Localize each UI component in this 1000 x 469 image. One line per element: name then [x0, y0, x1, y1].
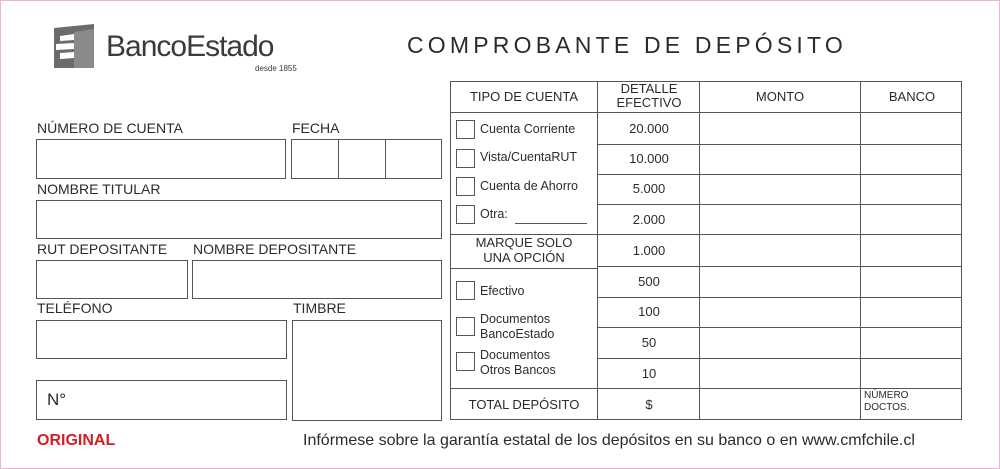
checkbox-documents-bancoestado[interactable]	[456, 317, 475, 336]
option-documents-bancoestado-line2: BancoEstado	[480, 327, 555, 341]
stamp-area	[292, 320, 442, 421]
denomination-500: 500	[638, 274, 660, 289]
denomination-10000: 10.000	[629, 151, 669, 166]
bancoestado-logo-icon	[50, 22, 98, 70]
denomination-2000: 2.000	[632, 212, 666, 227]
checkbox-savings-account[interactable]	[456, 177, 475, 196]
number-label: N°	[47, 390, 67, 409]
currency-symbol: $	[645, 397, 653, 412]
total-deposit-label: TOTAL DEPÓSITO	[468, 397, 580, 412]
phone-label: TELÉFONO	[37, 300, 113, 316]
checkbox-checking-account[interactable]	[456, 120, 475, 139]
option-vista-account: Vista/CuentaRUT	[480, 150, 578, 164]
option-cash: Efectivo	[480, 284, 525, 298]
option-documents-bancoestado-line1: Documentos	[480, 312, 551, 326]
guarantee-info-text: Infórmese sobre la garantía estatal de los depósitos en su banco o en www.cmfchile.cl	[303, 432, 915, 449]
date-label: FECHA	[292, 120, 340, 136]
number-field[interactable]	[36, 380, 287, 420]
depositor-name-field[interactable]	[192, 260, 442, 299]
checkbox-vista-account[interactable]	[456, 149, 475, 168]
account-holder-label: NOMBRE TITULAR	[37, 181, 161, 197]
option-documents-other-banks-line1: Documentos	[480, 348, 551, 362]
denomination-5000: 5.000	[632, 181, 666, 196]
brand-since: desde 1855	[255, 64, 297, 73]
bank-logo	[50, 22, 310, 74]
date-day-field[interactable]	[291, 139, 339, 179]
original-copy-label: ORIGINAL	[37, 432, 116, 449]
option-savings-account: Cuenta de Ahorro	[480, 179, 578, 193]
header-amount: MONTO	[755, 89, 805, 104]
denomination-1000: 1.000	[632, 243, 666, 258]
document-count-label-line2: DOCTOS.	[864, 402, 910, 413]
option-other-account: Otra:	[480, 207, 508, 221]
other-account-line[interactable]	[515, 223, 587, 224]
account-number-field[interactable]	[36, 139, 286, 179]
select-one-line2: UNA OPCIÓN	[483, 250, 565, 265]
deposit-table	[450, 81, 962, 420]
checkbox-other-account[interactable]	[456, 205, 475, 224]
checkbox-documents-other-banks[interactable]	[456, 352, 475, 371]
document-title: COMPROBANTE DE DEPÓSITO	[407, 32, 847, 58]
depositor-rut-label: RUT DEPOSITANTE	[37, 241, 168, 257]
date-month-field[interactable]	[338, 139, 386, 179]
denomination-20000: 20.000	[629, 121, 669, 136]
header-cash-detail-line2: EFECTIVO	[616, 95, 682, 110]
account-holder-field[interactable]	[36, 200, 442, 239]
brand-name: BancoEstado	[106, 30, 274, 63]
denomination-100: 100	[638, 304, 660, 319]
phone-field[interactable]	[36, 320, 287, 359]
checkbox-cash[interactable]	[456, 281, 475, 300]
option-documents-other-banks-line2: Otros Bancos	[480, 363, 556, 377]
denomination-10: 10	[641, 366, 657, 381]
depositor-rut-field[interactable]	[36, 260, 188, 299]
denomination-50: 50	[641, 335, 657, 350]
header-cash-detail-line1: DETALLE	[620, 81, 678, 96]
document-count-label-line1: NÚMERO	[864, 390, 909, 401]
depositor-name-label: NOMBRE DEPOSITANTE	[193, 241, 357, 257]
select-one-line1: MARQUE SOLO	[475, 235, 573, 250]
header-account-type: TIPO DE CUENTA	[469, 89, 579, 104]
account-number-label: NÚMERO DE CUENTA	[37, 120, 183, 136]
date-year-field[interactable]	[385, 139, 442, 179]
header-bank: BANCO	[888, 89, 936, 104]
stamp-label: TIMBRE	[293, 300, 346, 316]
option-checking-account: Cuenta Corriente	[480, 122, 576, 136]
